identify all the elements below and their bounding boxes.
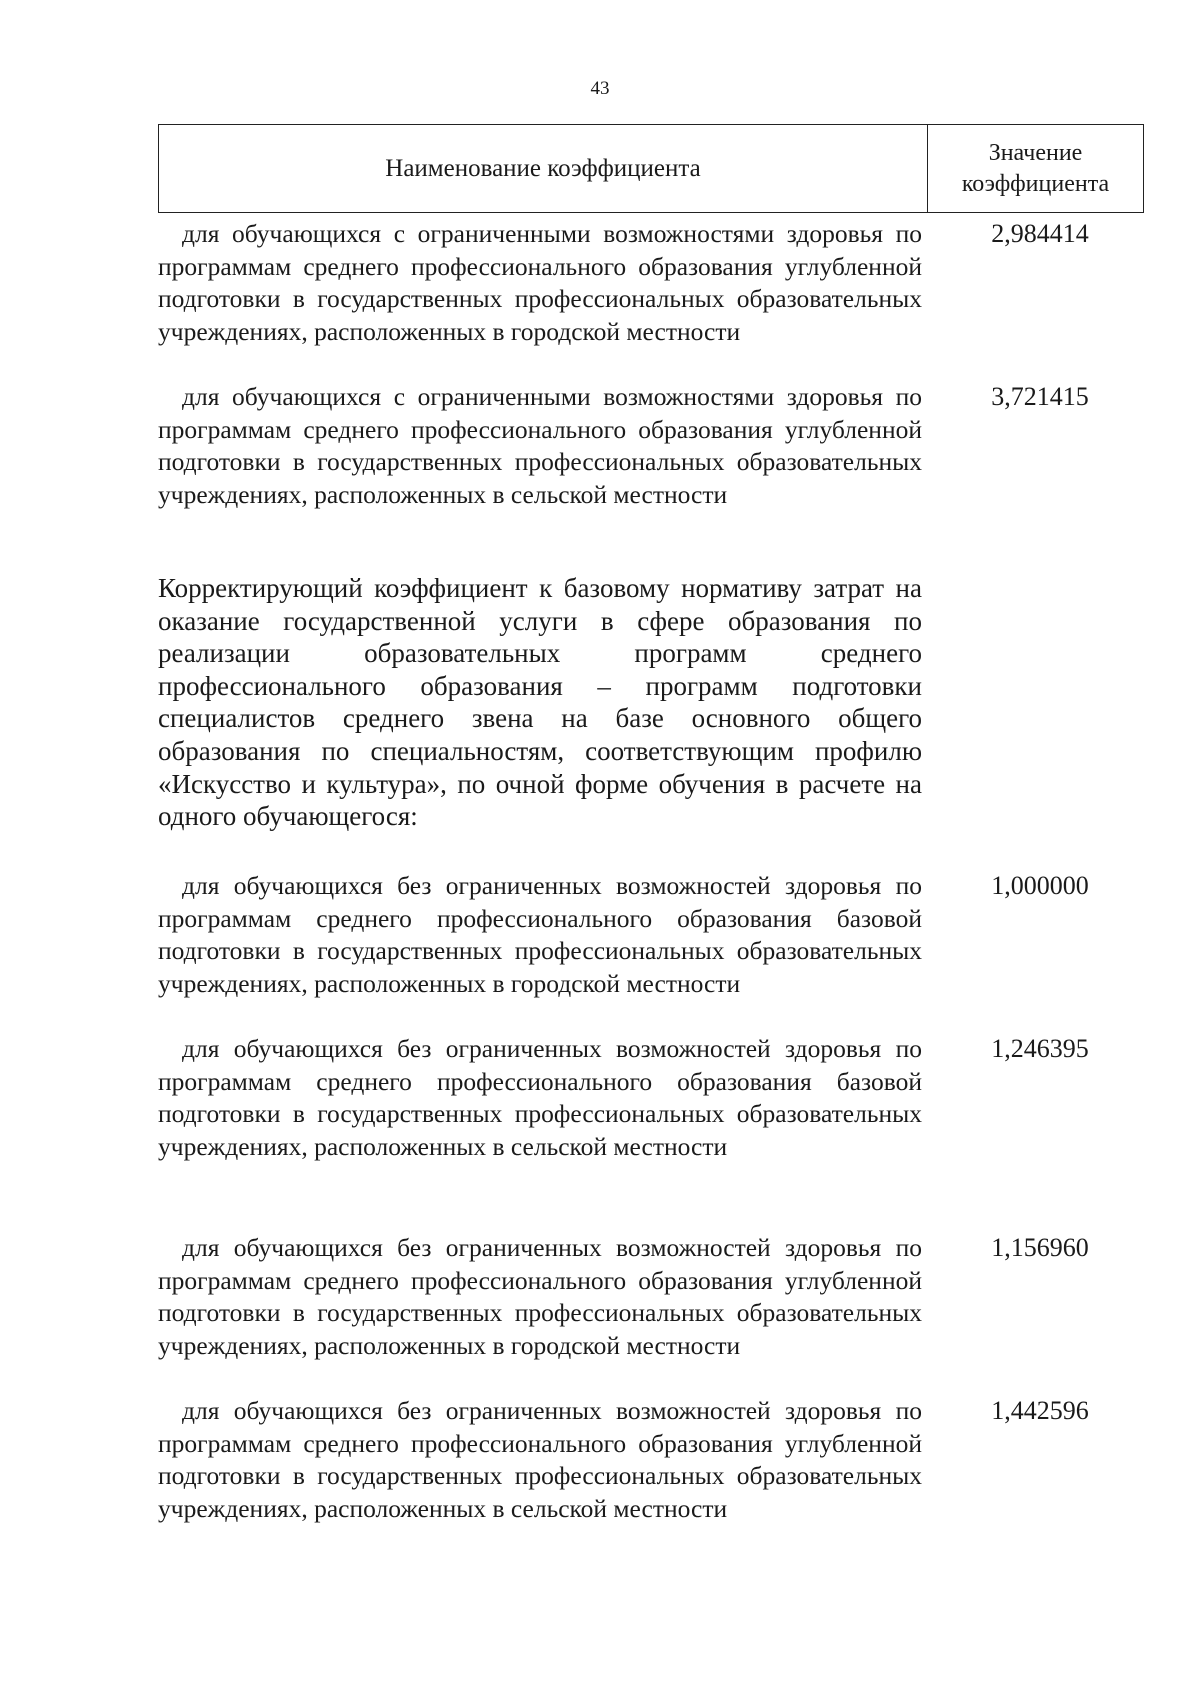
row-description: для обучающихся с ограниченными возможностями здоровья по программам среднего профессионального образования углубленной подготовки в государственных профессиональных образовательных учреждениях, расположенных в сельской местности	[158, 382, 922, 509]
section-heading: Корректирующий коэффициент к базовому нормативу затрат на оказание государственной услуги в сфере образования по реализации образовательных программ среднего профессионального образования – программ подготовки специалистов среднего звена на базе основного общего образования по специальностям, соответствующим профилю «Искусство и культура», по очной форме обучения в расчете на одного обучающегося:	[158, 573, 922, 832]
row-value: 1,000000	[991, 871, 1089, 900]
page-number: 43	[590, 78, 610, 99]
row-value: 1,442596	[991, 1396, 1089, 1425]
row-value: 2,984414	[991, 219, 1089, 248]
table-header	[158, 124, 1144, 213]
row-description: для обучающихся без ограниченных возможностей здоровья по программам среднего профессионального образования базовой подготовки в государственных профессиональных образовательных учреждениях, расположенных в городской местности	[158, 871, 922, 998]
row-value: 1,246395	[991, 1034, 1089, 1063]
header-coefficient-value: Значение коэффициента	[961, 139, 1110, 197]
row-description: для обучающихся без ограниченных возможностей здоровья по программам среднего профессионального образования углубленной подготовки в государственных профессиональных образовательных учреждениях, расположенных в городской местности	[158, 1233, 922, 1360]
row-value: 1,156960	[991, 1233, 1089, 1262]
row-description: для обучающихся без ограниченных возможностей здоровья по программам среднего профессионального образования углубленной подготовки в государственных профессиональных образовательных учреждениях, расположенных в сельской местности	[158, 1396, 922, 1523]
row-description: для обучающихся без ограниченных возможностей здоровья по программам среднего профессионального образования базовой подготовки в государственных профессиональных образовательных учреждениях, расположенных в сельской местности	[158, 1034, 922, 1161]
row-description: для обучающихся с ограниченными возможностями здоровья по программам среднего профессионального образования углубленной подготовки в государственных профессиональных образовательных учреждениях, расположенных в городской местности	[158, 219, 922, 346]
header-coefficient-name: Наименование коэффициента	[159, 125, 928, 212]
row-value: 3,721415	[991, 382, 1089, 411]
